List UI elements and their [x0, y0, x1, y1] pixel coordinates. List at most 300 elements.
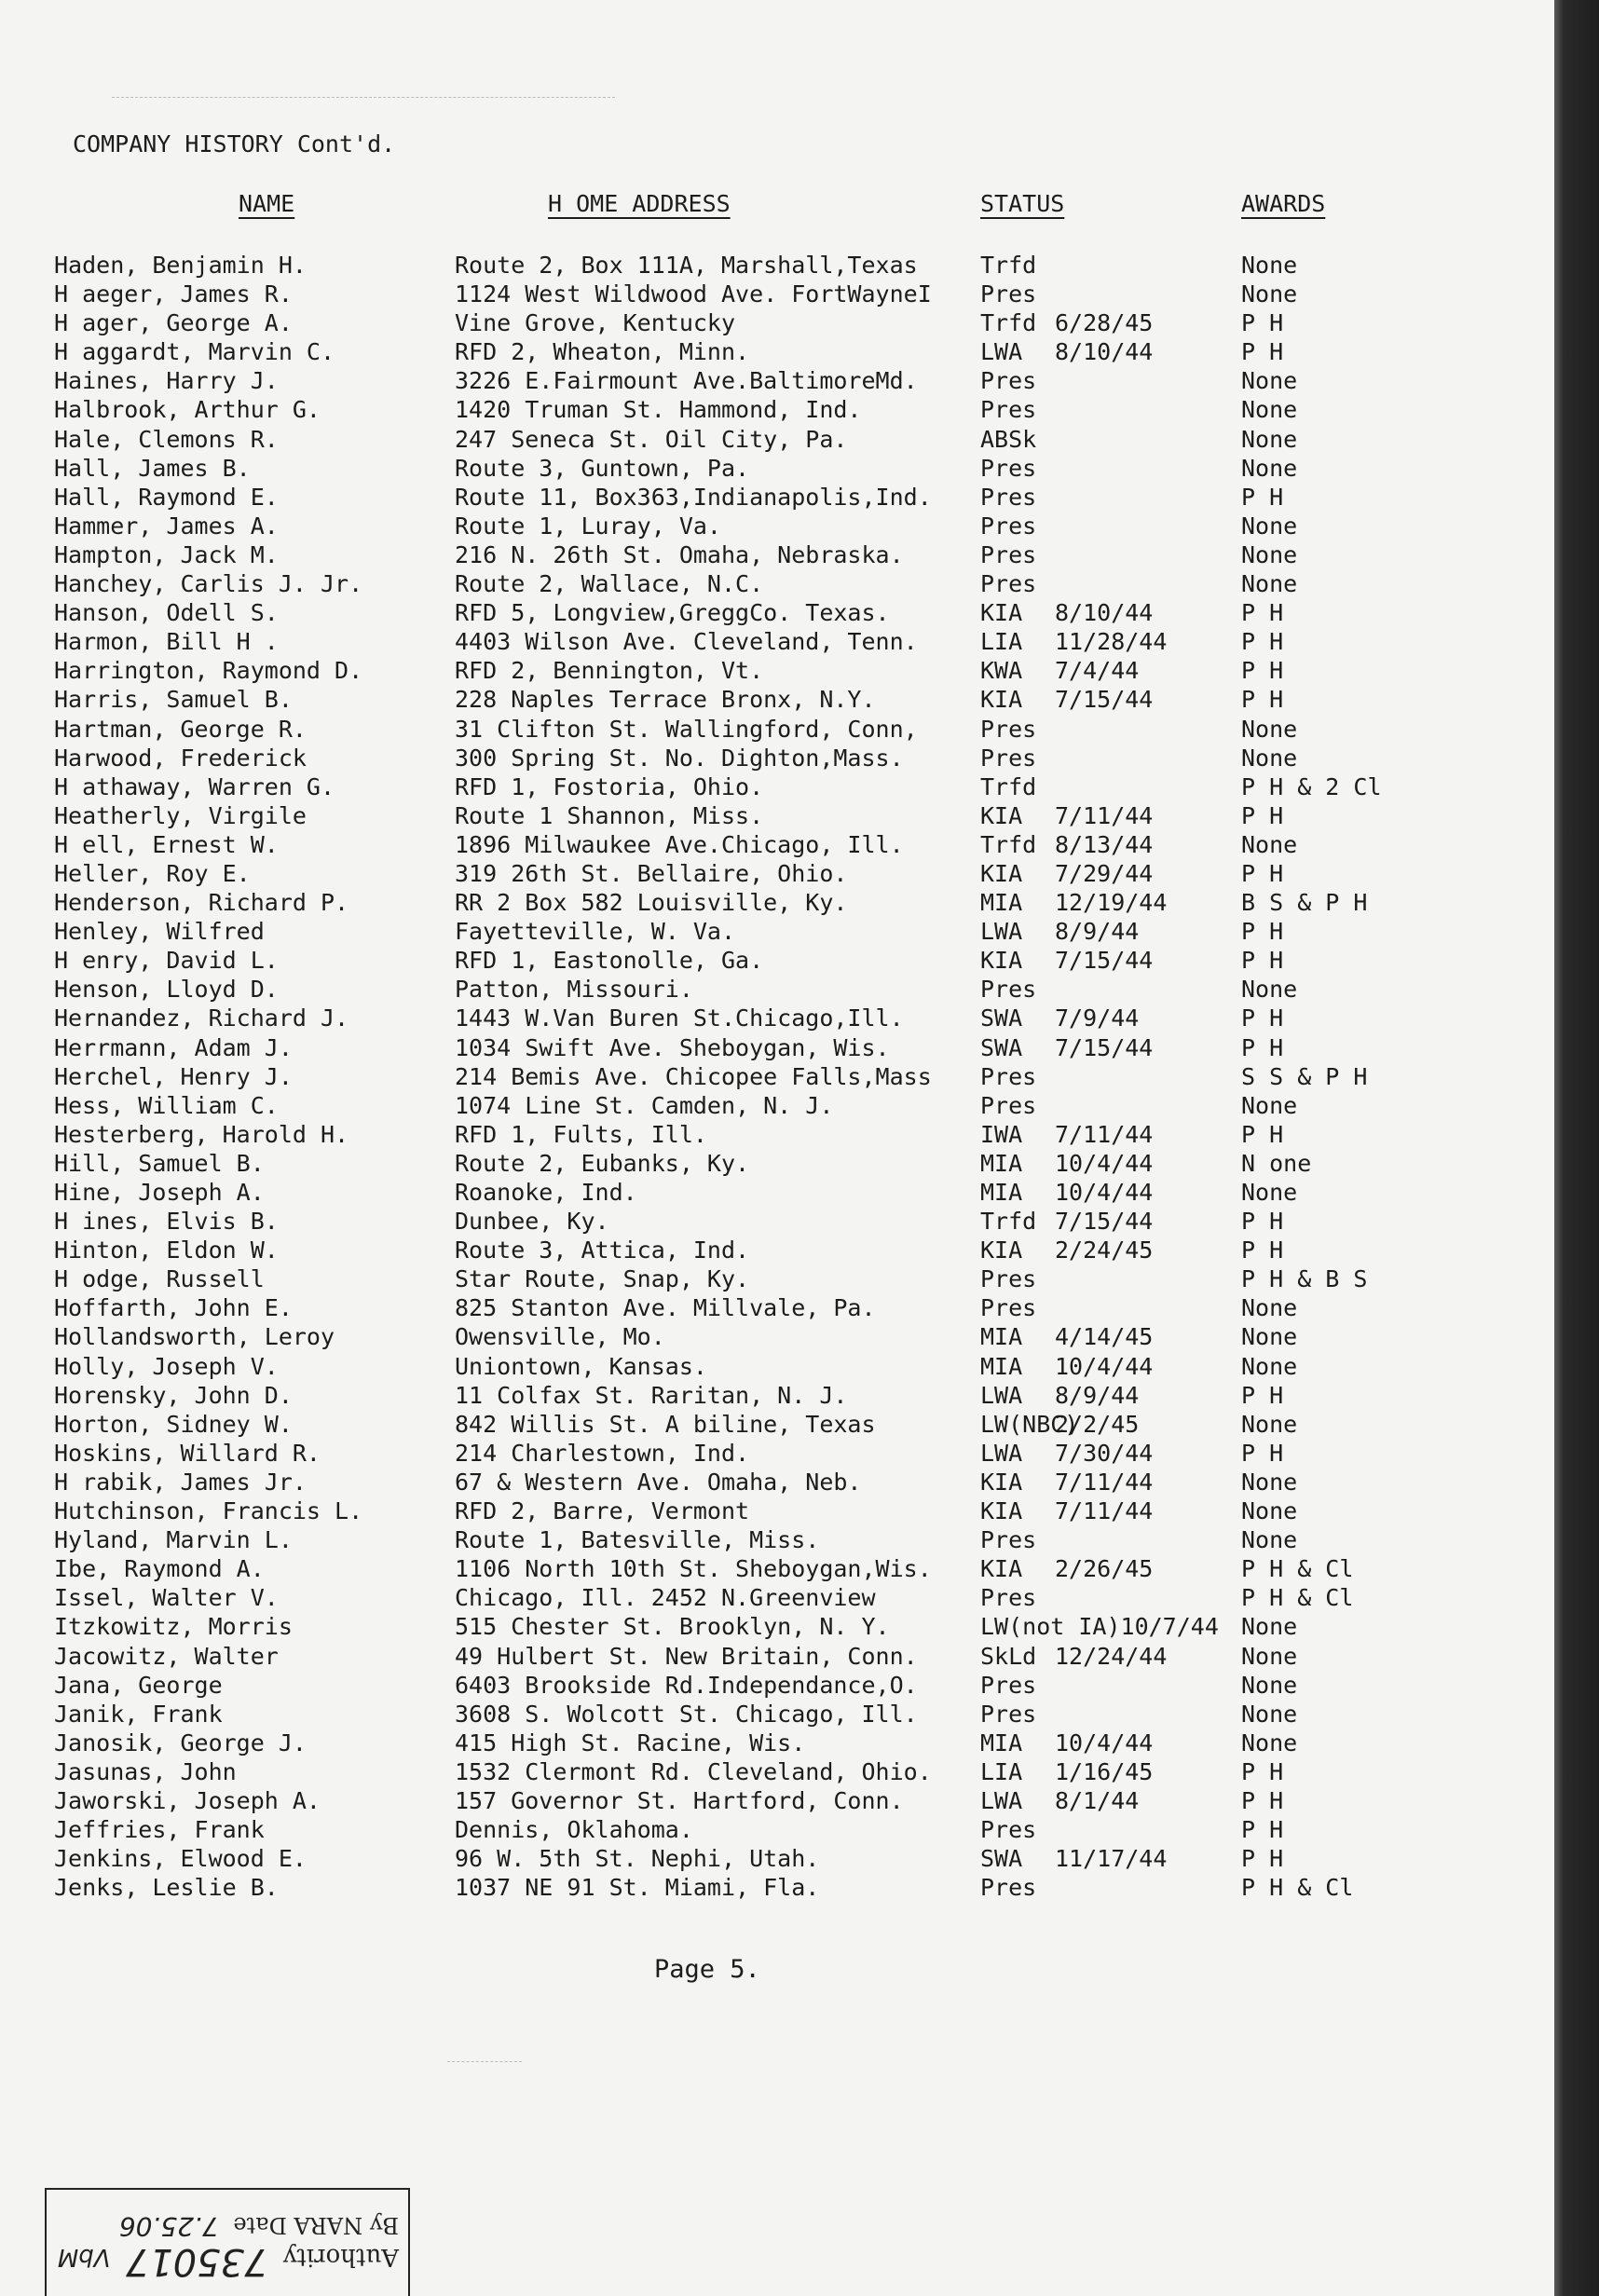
table-row: [0, 1701, 1554, 1729]
row-status: Trfd: [980, 309, 1037, 337]
row-awards: P H: [1241, 859, 1284, 887]
table-row: [0, 1411, 1554, 1440]
row-address: Route 2, Wallace, N.C.: [455, 570, 764, 598]
row-awards: P H: [1241, 918, 1284, 946]
row-status: MIA: [980, 1323, 1023, 1351]
row-status: SWA: [980, 1845, 1023, 1873]
row-name: Holly, Joseph V.: [54, 1352, 279, 1380]
row-date: 12/24/44: [1055, 1642, 1168, 1670]
table-row: [0, 686, 1554, 715]
row-name: H aeger, James R.: [54, 280, 293, 308]
row-awards: P H: [1241, 1816, 1284, 1844]
row-awards: P H: [1241, 657, 1284, 685]
stamp-nara-line: [119, 2211, 399, 2242]
row-awards: None: [1241, 1613, 1298, 1641]
row-status: KIA: [980, 1555, 1023, 1583]
row-address: 1896 Milwaukee Ave.Chicago, Ill.: [455, 830, 904, 858]
row-awards: None: [1241, 976, 1298, 1004]
row-address: 1034 Swift Ave. Sheboygan, Wis.: [455, 1033, 890, 1061]
table-row: [0, 1497, 1554, 1526]
row-awards: P H: [1241, 1237, 1284, 1264]
row-status: LIA: [980, 1757, 1023, 1785]
row-status: Trfd: [980, 772, 1037, 800]
stamp-initials: VbM: [57, 2243, 111, 2271]
row-awards: None: [1241, 252, 1298, 279]
row-name: Horton, Sidney W.: [54, 1410, 293, 1438]
row-date: 8/9/44: [1055, 1381, 1140, 1409]
row-status: Pres: [980, 1671, 1037, 1699]
row-address: Route 2, Box 111A, Marshall,Texas: [455, 252, 918, 279]
row-date: 8/13/44: [1055, 830, 1154, 858]
row-awards: None: [1241, 540, 1298, 568]
row-address: 319 26th St. Bellaire, Ohio.: [455, 859, 848, 887]
row-address: Dunbee, Ky.: [455, 1208, 609, 1236]
table-row: [0, 1063, 1554, 1092]
row-name: Hesterberg, Harold H.: [54, 1120, 349, 1148]
row-address: RFD 2, Bennington, Vt.: [455, 657, 764, 685]
row-name: Hall, Raymond E.: [54, 483, 279, 511]
row-date: 8/10/44: [1055, 599, 1154, 627]
row-status: Pres: [980, 454, 1037, 482]
row-address: Uniontown, Kansas.: [455, 1352, 707, 1380]
row-date: 2/2/45: [1055, 1410, 1140, 1438]
table-row: [0, 338, 1554, 367]
row-address: RFD 1, Fults, Ill.: [455, 1120, 707, 1148]
row-status: MIA: [980, 1149, 1023, 1177]
row-name: H ines, Elvis B.: [54, 1208, 279, 1236]
row-name: Jana, George: [54, 1671, 223, 1699]
row-name: Hill, Samuel B.: [54, 1149, 265, 1177]
table-row: [0, 860, 1554, 889]
row-awards: None: [1241, 1497, 1298, 1525]
row-address: Dennis, Oklahoma.: [455, 1816, 693, 1844]
page-title: COMPANY HISTORY Cont'd.: [73, 130, 396, 157]
row-awards: None: [1241, 1294, 1298, 1322]
row-address: 825 Stanton Ave. Millvale, Pa.: [455, 1294, 876, 1322]
table-row: [0, 1179, 1554, 1208]
row-name: Harwood, Frederick: [54, 744, 307, 772]
row-status: SWA: [980, 1004, 1023, 1032]
row-address: 1420 Truman St. Hammond, Ind.: [455, 396, 862, 424]
row-name: Hinton, Eldon W.: [54, 1237, 279, 1264]
row-address: 4403 Wilson Ave. Cleveland, Tenn.: [455, 628, 918, 656]
row-address: Route 3, Attica, Ind.: [455, 1237, 750, 1264]
table-row: [0, 396, 1554, 425]
row-status: MIA: [980, 889, 1023, 917]
row-status: Pres: [980, 1874, 1037, 1902]
row-name: Jaworski, Joseph A.: [54, 1786, 321, 1814]
row-name: Issel, Walter V.: [54, 1584, 279, 1612]
row-date: 11/17/44: [1055, 1845, 1168, 1873]
row-awards: P H: [1241, 1033, 1284, 1061]
row-awards: B S & P H: [1241, 889, 1368, 917]
row-awards: P H & Cl: [1241, 1555, 1354, 1583]
row-name: H aggardt, Marvin C.: [54, 338, 335, 366]
table-row: [0, 1004, 1554, 1033]
row-status: KIA: [980, 686, 1023, 714]
table-row: [0, 1787, 1554, 1816]
table-row: [0, 1237, 1554, 1265]
table-row: [0, 512, 1554, 541]
row-name: Hartman, George R.: [54, 715, 307, 743]
table-row: [0, 541, 1554, 570]
row-name: Janosik, George J.: [54, 1729, 307, 1756]
row-name: Hine, Joseph A.: [54, 1179, 265, 1206]
row-status: Pres: [980, 483, 1037, 511]
row-awards: None: [1241, 570, 1298, 598]
row-name: Hoffarth, John E.: [54, 1294, 293, 1322]
row-status: Pres: [980, 1062, 1037, 1090]
row-address: 300 Spring St. No. Dighton,Mass.: [455, 744, 904, 772]
row-awards: None: [1241, 1642, 1298, 1670]
row-address: RFD 2, Wheaton, Minn.: [455, 338, 750, 366]
row-address: Route 1 Shannon, Miss.: [455, 801, 764, 829]
row-name: Jasunas, John: [54, 1757, 237, 1785]
row-date: 10/4/44: [1055, 1352, 1154, 1380]
row-address: Route 1, Batesville, Miss.: [455, 1526, 820, 1554]
row-name: Hess, William C.: [54, 1091, 279, 1119]
row-name: Hammer, James A.: [54, 512, 279, 540]
row-status: Pres: [980, 1294, 1037, 1322]
row-status: LW(not IA)10/7/44: [980, 1613, 1219, 1641]
row-name: Halbrook, Arthur G.: [54, 396, 321, 424]
row-awards: None: [1241, 1700, 1298, 1728]
row-awards: P H: [1241, 599, 1284, 627]
row-name: Jenkins, Elwood E.: [54, 1845, 307, 1873]
row-address: RFD 1, Eastonolle, Ga.: [455, 947, 764, 975]
row-status: Pres: [980, 1091, 1037, 1119]
row-awards: P H: [1241, 947, 1284, 975]
row-awards: P H: [1241, 628, 1284, 656]
table-row: [0, 309, 1554, 338]
row-address: RFD 2, Barre, Vermont: [455, 1497, 750, 1525]
scan-edge-shadow: [1554, 0, 1599, 2296]
row-name: Janik, Frank: [54, 1700, 223, 1728]
table-row: [0, 1845, 1554, 1874]
row-status: KIA: [980, 1497, 1023, 1525]
row-awards: None: [1241, 425, 1298, 453]
roster-table: [0, 252, 1554, 1903]
row-date: 6/28/45: [1055, 309, 1154, 337]
row-address: 67 & Western Ave. Omaha, Neb.: [455, 1468, 862, 1496]
table-row: [0, 1758, 1554, 1787]
row-awards: P H & B S: [1241, 1265, 1368, 1293]
row-date: 8/10/44: [1055, 338, 1154, 366]
row-status: MIA: [980, 1729, 1023, 1756]
row-awards: None: [1241, 1352, 1298, 1380]
row-address: 1074 Line St. Camden, N. J.: [455, 1091, 834, 1119]
row-name: Henderson, Richard P.: [54, 889, 349, 917]
row-name: Hanchey, Carlis J. Jr.: [54, 570, 363, 598]
table-row: [0, 918, 1554, 947]
column-header-name: NAME: [239, 190, 295, 217]
column-header-awards: AWARDS: [1241, 190, 1326, 217]
row-status: SkLd: [980, 1642, 1037, 1670]
row-status: MIA: [980, 1179, 1023, 1206]
table-row: [0, 976, 1554, 1004]
row-date: 7/11/44: [1055, 1120, 1154, 1148]
row-status: KIA: [980, 947, 1023, 975]
table-row: [0, 1208, 1554, 1237]
row-status: LW(NBC): [980, 1410, 1079, 1438]
row-name: Hall, James B.: [54, 454, 251, 482]
row-status: Trfd: [980, 1208, 1037, 1236]
row-date: 7/4/44: [1055, 657, 1140, 685]
row-status: KIA: [980, 599, 1023, 627]
row-date: 7/11/44: [1055, 1497, 1154, 1525]
row-name: Hollandsworth, Leroy: [54, 1323, 335, 1351]
row-name: Hutchinson, Francis L.: [54, 1497, 363, 1525]
row-date: 12/19/44: [1055, 889, 1168, 917]
row-address: RFD 5, Longview,GreggCo. Texas.: [455, 599, 890, 627]
row-awards: P H: [1241, 483, 1284, 511]
row-name: Herchel, Henry J.: [54, 1062, 293, 1090]
stamp-authority-line: [58, 2240, 399, 2283]
table-row: [0, 599, 1554, 628]
row-address: 3608 S. Wolcott St. Chicago, Ill.: [455, 1700, 918, 1728]
row-name: Hyland, Marvin L.: [54, 1526, 293, 1554]
stamp-authority-label: Authority: [282, 2243, 399, 2271]
row-address: 6403 Brookside Rd.Independance,O.: [455, 1671, 918, 1699]
table-row: [0, 1121, 1554, 1150]
table-row: [0, 1323, 1554, 1352]
row-status: Pres: [980, 715, 1037, 743]
row-status: Pres: [980, 1526, 1037, 1554]
table-row: [0, 657, 1554, 686]
table-row: [0, 280, 1554, 309]
table-row: [0, 1613, 1554, 1642]
table-row: [0, 716, 1554, 745]
row-status: LIA: [980, 628, 1023, 656]
row-address: 415 High St. Racine, Wis.: [455, 1729, 806, 1756]
row-date: 7/15/44: [1055, 947, 1154, 975]
table-row: [0, 1729, 1554, 1758]
row-date: 2/24/45: [1055, 1237, 1154, 1264]
row-address: Star Route, Snap, Ky.: [455, 1265, 750, 1293]
row-name: Itzkowitz, Morris: [54, 1613, 293, 1641]
row-status: LWA: [980, 918, 1023, 946]
row-status: IWA: [980, 1120, 1023, 1148]
table-row: [0, 1382, 1554, 1411]
row-status: Pres: [980, 396, 1037, 424]
table-row: [0, 802, 1554, 831]
row-address: 31 Clifton St. Wallingford, Conn,: [455, 715, 918, 743]
row-awards: N one: [1241, 1149, 1312, 1177]
table-row: [0, 773, 1554, 802]
row-status: Pres: [980, 1816, 1037, 1844]
table-row: [0, 628, 1554, 657]
row-status: Pres: [980, 280, 1037, 308]
row-awards: None: [1241, 512, 1298, 540]
row-date: 8/1/44: [1055, 1786, 1140, 1814]
row-date: 7/9/44: [1055, 1004, 1140, 1032]
row-date: 1/16/45: [1055, 1757, 1154, 1785]
row-date: 4/14/45: [1055, 1323, 1154, 1351]
row-awards: P H: [1241, 1120, 1284, 1148]
row-status: KIA: [980, 859, 1023, 887]
row-address: 216 N. 26th St. Omaha, Nebraska.: [455, 540, 904, 568]
row-name: Haden, Benjamin H.: [54, 252, 307, 279]
row-awards: None: [1241, 744, 1298, 772]
row-address: 228 Naples Terrace Bronx, N.Y.: [455, 686, 876, 714]
row-status: Pres: [980, 1265, 1037, 1293]
row-address: Vine Grove, Kentucky: [455, 309, 736, 337]
row-address: RFD 1, Fostoria, Ohio.: [455, 772, 764, 800]
row-date: 7/30/44: [1055, 1439, 1154, 1467]
row-awards: None: [1241, 367, 1298, 395]
row-awards: P H: [1241, 1439, 1284, 1467]
row-address: 214 Charlestown, Ind.: [455, 1439, 750, 1467]
row-status: Pres: [980, 1700, 1037, 1728]
row-status: Pres: [980, 512, 1037, 540]
row-date: 2/26/45: [1055, 1555, 1154, 1583]
row-date: 8/9/44: [1055, 918, 1140, 946]
row-name: Harrington, Raymond D.: [54, 657, 363, 685]
row-name: Herrmann, Adam J.: [54, 1033, 293, 1061]
table-row: [0, 1034, 1554, 1063]
scan-artifact-line: [112, 97, 615, 98]
table-row: [0, 745, 1554, 773]
row-address: 1532 Clermont Rd. Cleveland, Ohio.: [455, 1757, 932, 1785]
row-status: LWA: [980, 1786, 1023, 1814]
table-row: [0, 1150, 1554, 1179]
row-status: Pres: [980, 540, 1037, 568]
row-address: Route 3, Guntown, Pa.: [455, 454, 750, 482]
table-row: [0, 1555, 1554, 1584]
row-awards: None: [1241, 1526, 1298, 1554]
row-awards: None: [1241, 454, 1298, 482]
row-awards: None: [1241, 830, 1298, 858]
row-address: 1037 NE 91 St. Miami, Fla.: [455, 1874, 820, 1902]
row-address: 3226 E.Fairmount Ave.BaltimoreMd.: [455, 367, 918, 395]
row-address: 842 Willis St. A biline, Texas: [455, 1410, 876, 1438]
table-row: [0, 1672, 1554, 1701]
row-date: 7/11/44: [1055, 1468, 1154, 1496]
row-awards: P H: [1241, 309, 1284, 337]
row-address: 1124 West Wildwood Ave. FortWayneI: [455, 280, 932, 308]
row-address: RR 2 Box 582 Louisville, Ky.: [455, 889, 848, 917]
table-row: [0, 1440, 1554, 1469]
row-status: Pres: [980, 570, 1037, 598]
stamp-date: 7.25.06: [118, 2211, 219, 2242]
table-row: [0, 1092, 1554, 1121]
page-number: Page 5.: [654, 1955, 760, 1984]
row-name: Jacowitz, Walter: [54, 1642, 279, 1670]
row-address: 247 Seneca St. Oil City, Pa.: [455, 425, 848, 453]
row-awards: P H: [1241, 1381, 1284, 1409]
row-status: KIA: [980, 1237, 1023, 1264]
row-address: Chicago, Ill. 2452 N.Greenview: [455, 1584, 876, 1612]
row-status: LWA: [980, 338, 1023, 366]
row-awards: P H: [1241, 1004, 1284, 1032]
row-awards: None: [1241, 1179, 1298, 1206]
row-status: KIA: [980, 1468, 1023, 1496]
row-address: Roanoke, Ind.: [455, 1179, 637, 1206]
row-name: Heller, Roy E.: [54, 859, 251, 887]
row-awards: None: [1241, 1091, 1298, 1119]
table-row: [0, 1469, 1554, 1497]
row-address: Route 1, Luray, Va.: [455, 512, 721, 540]
row-name: Jenks, Leslie B.: [54, 1874, 279, 1902]
row-name: Ibe, Raymond A.: [54, 1555, 265, 1583]
row-address: 157 Governor St. Hartford, Conn.: [455, 1786, 904, 1814]
row-name: H odge, Russell: [54, 1265, 265, 1293]
row-name: H enry, David L.: [54, 947, 279, 975]
table-row: [0, 1265, 1554, 1294]
row-name: Harris, Samuel B.: [54, 686, 293, 714]
row-name: Hale, Clemons R.: [54, 425, 279, 453]
row-awards: P H: [1241, 1845, 1284, 1873]
row-name: H ell, Ernest W.: [54, 830, 279, 858]
stamp-authority-number: 735017: [125, 2240, 268, 2283]
row-status: MIA: [980, 1352, 1023, 1380]
row-name: Haines, Harry J.: [54, 367, 279, 395]
row-date: 10/4/44: [1055, 1149, 1154, 1177]
row-name: Henson, Lloyd D.: [54, 976, 279, 1004]
row-date: 7/11/44: [1055, 801, 1154, 829]
row-awards: None: [1241, 1323, 1298, 1351]
row-awards: P H: [1241, 1208, 1284, 1236]
row-status: Trfd: [980, 252, 1037, 279]
row-address: Route 2, Eubanks, Ky.: [455, 1149, 750, 1177]
row-status: Trfd: [980, 830, 1037, 858]
row-name: Henley, Wilfred: [54, 918, 265, 946]
table-row: [0, 831, 1554, 860]
row-awards: P H: [1241, 801, 1284, 829]
row-address: Patton, Missouri.: [455, 976, 693, 1004]
row-status: LWA: [980, 1439, 1023, 1467]
row-date: 11/28/44: [1055, 628, 1168, 656]
row-awards: P H: [1241, 1786, 1284, 1814]
row-name: H rabik, James Jr.: [54, 1468, 307, 1496]
table-row: [0, 1294, 1554, 1323]
row-awards: S S & P H: [1241, 1062, 1368, 1090]
row-awards: None: [1241, 1671, 1298, 1699]
table-row: [0, 426, 1554, 455]
row-address: 96 W. 5th St. Nephi, Utah.: [455, 1845, 820, 1873]
row-address: 1106 North 10th St. Sheboygan,Wis.: [455, 1555, 932, 1583]
row-status: KWA: [980, 657, 1023, 685]
declassification-stamp: [45, 2188, 410, 2296]
table-row: [0, 484, 1554, 512]
row-name: Hoskins, Willard R.: [54, 1439, 321, 1467]
row-name: Hanson, Odell S.: [54, 599, 279, 627]
row-awards: P H: [1241, 1757, 1284, 1785]
stamp-nara-label: By NARA Date: [233, 2212, 399, 2238]
row-status: Pres: [980, 367, 1037, 395]
row-name: Hampton, Jack M.: [54, 540, 279, 568]
row-status: ABSk: [980, 425, 1037, 453]
row-awards: P H: [1241, 338, 1284, 366]
row-date: 7/15/44: [1055, 1208, 1154, 1236]
row-awards: P H & Cl: [1241, 1874, 1354, 1902]
row-address: 11 Colfax St. Raritan, N. J.: [455, 1381, 848, 1409]
table-row: [0, 570, 1554, 599]
row-awards: None: [1241, 396, 1298, 424]
row-awards: None: [1241, 1410, 1298, 1438]
row-date: 7/15/44: [1055, 686, 1154, 714]
row-address: 49 Hulbert St. New Britain, Conn.: [455, 1642, 918, 1670]
table-row: [0, 1874, 1554, 1903]
row-name: H athaway, Warren G.: [54, 772, 335, 800]
table-row: [0, 367, 1554, 396]
table-row: [0, 889, 1554, 918]
row-name: Horensky, John D.: [54, 1381, 293, 1409]
row-address: Owensville, Mo.: [455, 1323, 665, 1351]
row-name: H ager, George A.: [54, 309, 293, 337]
row-awards: P H: [1241, 686, 1284, 714]
table-row: [0, 1816, 1554, 1845]
